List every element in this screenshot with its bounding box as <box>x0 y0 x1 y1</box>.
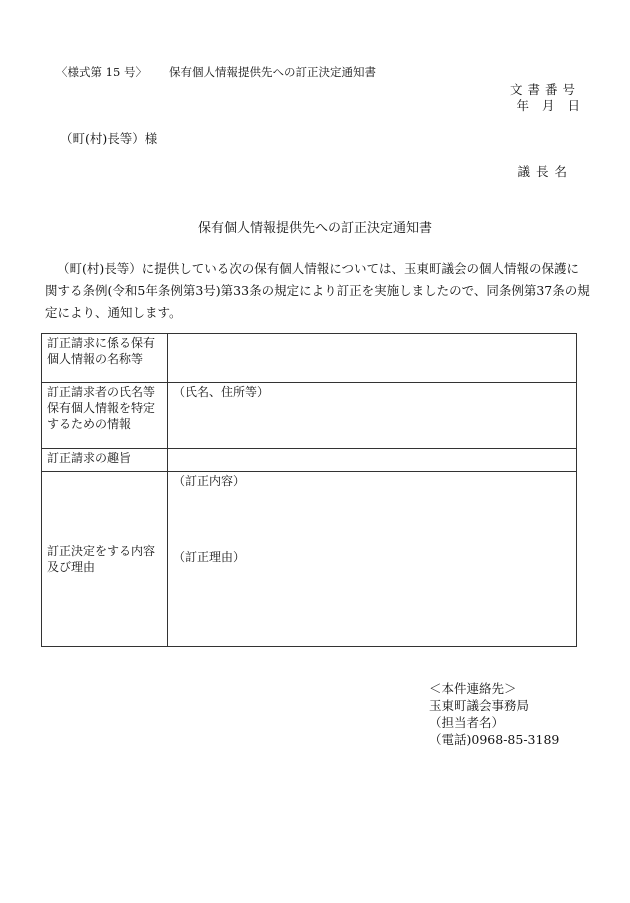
sender-name: 議長名 <box>517 164 573 179</box>
document-number: 文書番号 <box>509 82 580 97</box>
row-value-info-name <box>168 334 577 383</box>
form-header <box>56 64 376 80</box>
row-label-decision: 訂正決定をする内容及び理由 <box>42 472 168 647</box>
form-title-small: 保有個人情報提供先への訂正決定通知書 <box>168 65 376 79</box>
row-value-decision <box>168 472 577 647</box>
row-label-info-name: 訂正請求に係る保有個人情報の名称等 <box>42 334 168 383</box>
info-table <box>41 333 577 647</box>
contact-heading: ＜本件連絡先＞ <box>429 681 517 696</box>
correction-reason-label: （訂正理由） <box>173 550 246 564</box>
contact-office: 玉東町議会事務局 <box>429 698 530 713</box>
table-row <box>42 472 577 647</box>
document-title: 保有個人情報提供先への訂正決定通知書 <box>197 221 432 236</box>
contact-block <box>429 680 559 748</box>
correction-content-label: （訂正内容） <box>173 474 246 488</box>
document-date: 年 月 日 <box>516 98 580 113</box>
contact-person: （担当者名） <box>429 715 505 730</box>
table-row <box>42 334 577 383</box>
row-value-purpose <box>168 449 577 472</box>
contact-phone: （電話)0968-85-3189 <box>429 732 560 747</box>
row-label-requester: 訂正請求者の氏名等保有個人情報を特定するための情報 <box>42 383 168 449</box>
body-paragraph: （町(村)長等）に提供している次の保有個人情報については、玉東町議会の個人情報の保護に関する条例(令和5年条例第3号)第33条の規定により訂正を実施しましたので、同条例第37条の規定により、通知します。 <box>45 261 590 320</box>
table-row <box>42 383 577 449</box>
table-row <box>42 449 577 472</box>
row-label-purpose: 訂正請求の趣旨 <box>42 449 168 472</box>
form-number: 〈様式第 15 号〉 <box>56 65 147 79</box>
addressee: （町(村)長等）様 <box>60 131 158 146</box>
row-value-requester: （氏名、住所等） <box>168 383 577 449</box>
